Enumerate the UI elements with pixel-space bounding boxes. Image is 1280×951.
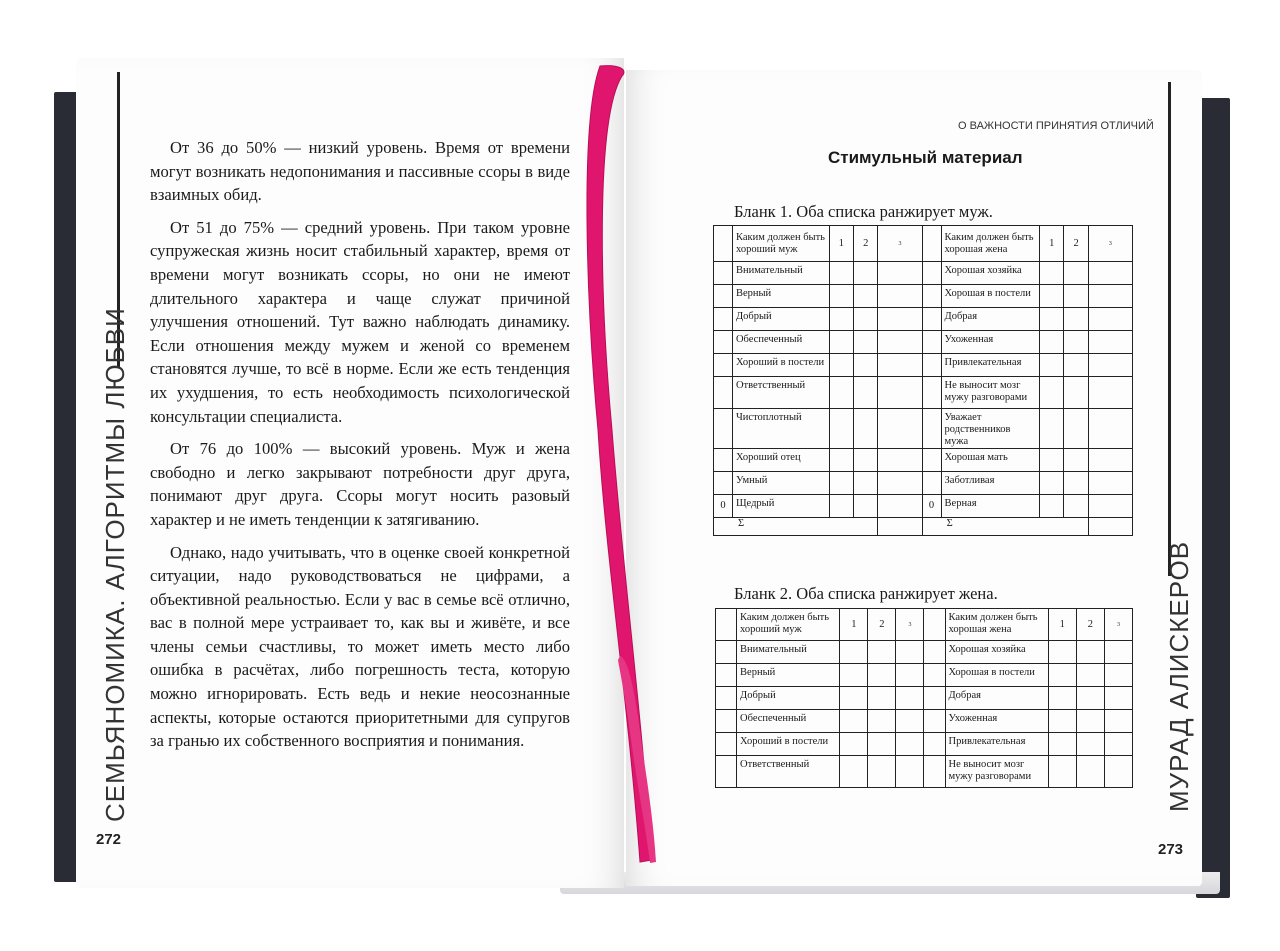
right-spine-author: МУРАД АЛИСКЕРОВ — [1164, 540, 1194, 812]
wife-item: Ухоженная — [945, 710, 1048, 733]
husband-item: Хороший в постели — [737, 733, 840, 756]
wife-item: Не выносит мозг мужу разговорами — [941, 377, 1040, 409]
husband-item: Щедрый — [732, 495, 829, 518]
sum-label: Σ — [922, 518, 1088, 536]
header-num: 1 — [829, 226, 853, 262]
wife-item: Верная — [941, 495, 1040, 518]
header-num: 1 — [1040, 226, 1064, 262]
husband-item: Добрый — [732, 308, 829, 331]
paragraph: Однако, надо учитывать, что в оценке своей конкретной ситуации, надо руководствоваться не цифрами, а объективной реальностью. Если у вас в семье всё отлично, вас в полной мере устраивает то, как вы и живёте, и все члены семьи счастливы, то может иметь место либо ошибка в расчётах, либо погрешность теста, которую можно игнорировать. Есть ведь и некие неосознанные аспекты, которые остаются приоритетными для супругов за гранью их собственного восприятия и понимания. — [150, 542, 570, 751]
wife-item: Хорошая хозяйка — [945, 641, 1048, 664]
husband-item: Верный — [737, 664, 840, 687]
header-num: 2 — [1064, 226, 1088, 262]
row-marker: 0 — [922, 495, 941, 518]
wife-item: Хорошая в постели — [941, 285, 1040, 308]
header-wife: Каким должен быть хорошая жена — [941, 226, 1040, 262]
husband-item: Внимательный — [732, 262, 829, 285]
paragraph: От 76 до 100% — высокий уровень. Муж и жена свободно и легко закрывают потребности друг друга, понимают друг друга. Ссоры могут носить разовый характер и не иметь тенденции к затягиванию. — [150, 439, 570, 529]
wife-item: Заботливая — [941, 472, 1040, 495]
header-num: 3 — [878, 226, 922, 262]
husband-item: Обеспеченный — [732, 331, 829, 354]
wife-item: Привлекательная — [945, 733, 1048, 756]
husband-item: Ответственный — [732, 377, 829, 409]
wife-item: Хорошая мать — [941, 449, 1040, 472]
header-num: 2 — [1076, 609, 1104, 641]
wife-item: Ухоженная — [941, 331, 1040, 354]
husband-item: Хороший отец — [732, 449, 829, 472]
wife-item: Добрая — [945, 687, 1048, 710]
sum-label: Σ — [714, 518, 878, 536]
left-page-number: 272 — [96, 831, 122, 848]
header-num: 2 — [868, 609, 896, 641]
header-num: 1 — [1048, 609, 1076, 641]
right-page-number: 273 — [1158, 841, 1184, 858]
section-title: Стимульный материал — [828, 148, 1023, 167]
wife-item: Привлекательная — [941, 354, 1040, 377]
header-num: 1 — [840, 609, 868, 641]
header-husband: Каким должен быть хороший муж — [732, 226, 829, 262]
paragraph: От 51 до 75% — средний уровень. При таком уровне супружеская жизнь носит стабильный характер, время от времени могут возникать ссоры, но они не имеют длительного характера и чаще служат причиной улучшения отношений. Тут важно наблюдать динамику. Если отношения между мужем и женой со временем становятся лучше, то всё в норме. Если же есть тенденция их ухудшения, то есть необходимость психологической консультации специалиста. — [150, 217, 570, 426]
wife-item: Хорошая в постели — [945, 664, 1048, 687]
header-wife: Каким должен быть хорошая жена — [945, 609, 1048, 641]
wife-item: Добрая — [941, 308, 1040, 331]
header-husband: Каким должен быть хороший муж — [737, 609, 840, 641]
blank2-title: Бланк 2. Оба списка ранжирует жена. — [734, 584, 998, 603]
husband-item: Верный — [732, 285, 829, 308]
header-num: 2 — [854, 226, 878, 262]
husband-item: Внимательный — [737, 641, 840, 664]
husband-item: Обеспеченный — [737, 710, 840, 733]
left-spine-title: СЕМЬЯНОМИКА. АЛГОРИТМЫ ЛЮБВИ — [100, 307, 130, 822]
running-head: О ВАЖНОСТИ ПРИНЯТИЯ ОТЛИЧИЙ — [958, 120, 1154, 132]
header-num: 3 — [896, 609, 924, 641]
blank1-title: Бланк 1. Оба списка ранжирует муж. — [734, 202, 993, 221]
husband-item: Ответственный — [737, 756, 840, 788]
husband-item: Чистоплотный — [732, 409, 829, 449]
header-num: 3 — [1088, 226, 1132, 262]
wife-item: Уважает родственников мужа — [941, 409, 1040, 449]
wife-item: Не выносит мозг мужу разговорами — [945, 756, 1048, 788]
wife-item: Хорошая хозяйка — [941, 262, 1040, 285]
husband-item: Хороший в постели — [732, 354, 829, 377]
header-num: 3 — [1104, 609, 1132, 641]
paragraph: От 36 до 50% — низкий уровень. Время от времени могут возникать недопонимания и пассивные ссоры в виде взаимных обид. — [150, 138, 570, 205]
husband-item: Умный — [732, 472, 829, 495]
husband-item: Добрый — [737, 687, 840, 710]
row-marker: 0 — [714, 495, 733, 518]
